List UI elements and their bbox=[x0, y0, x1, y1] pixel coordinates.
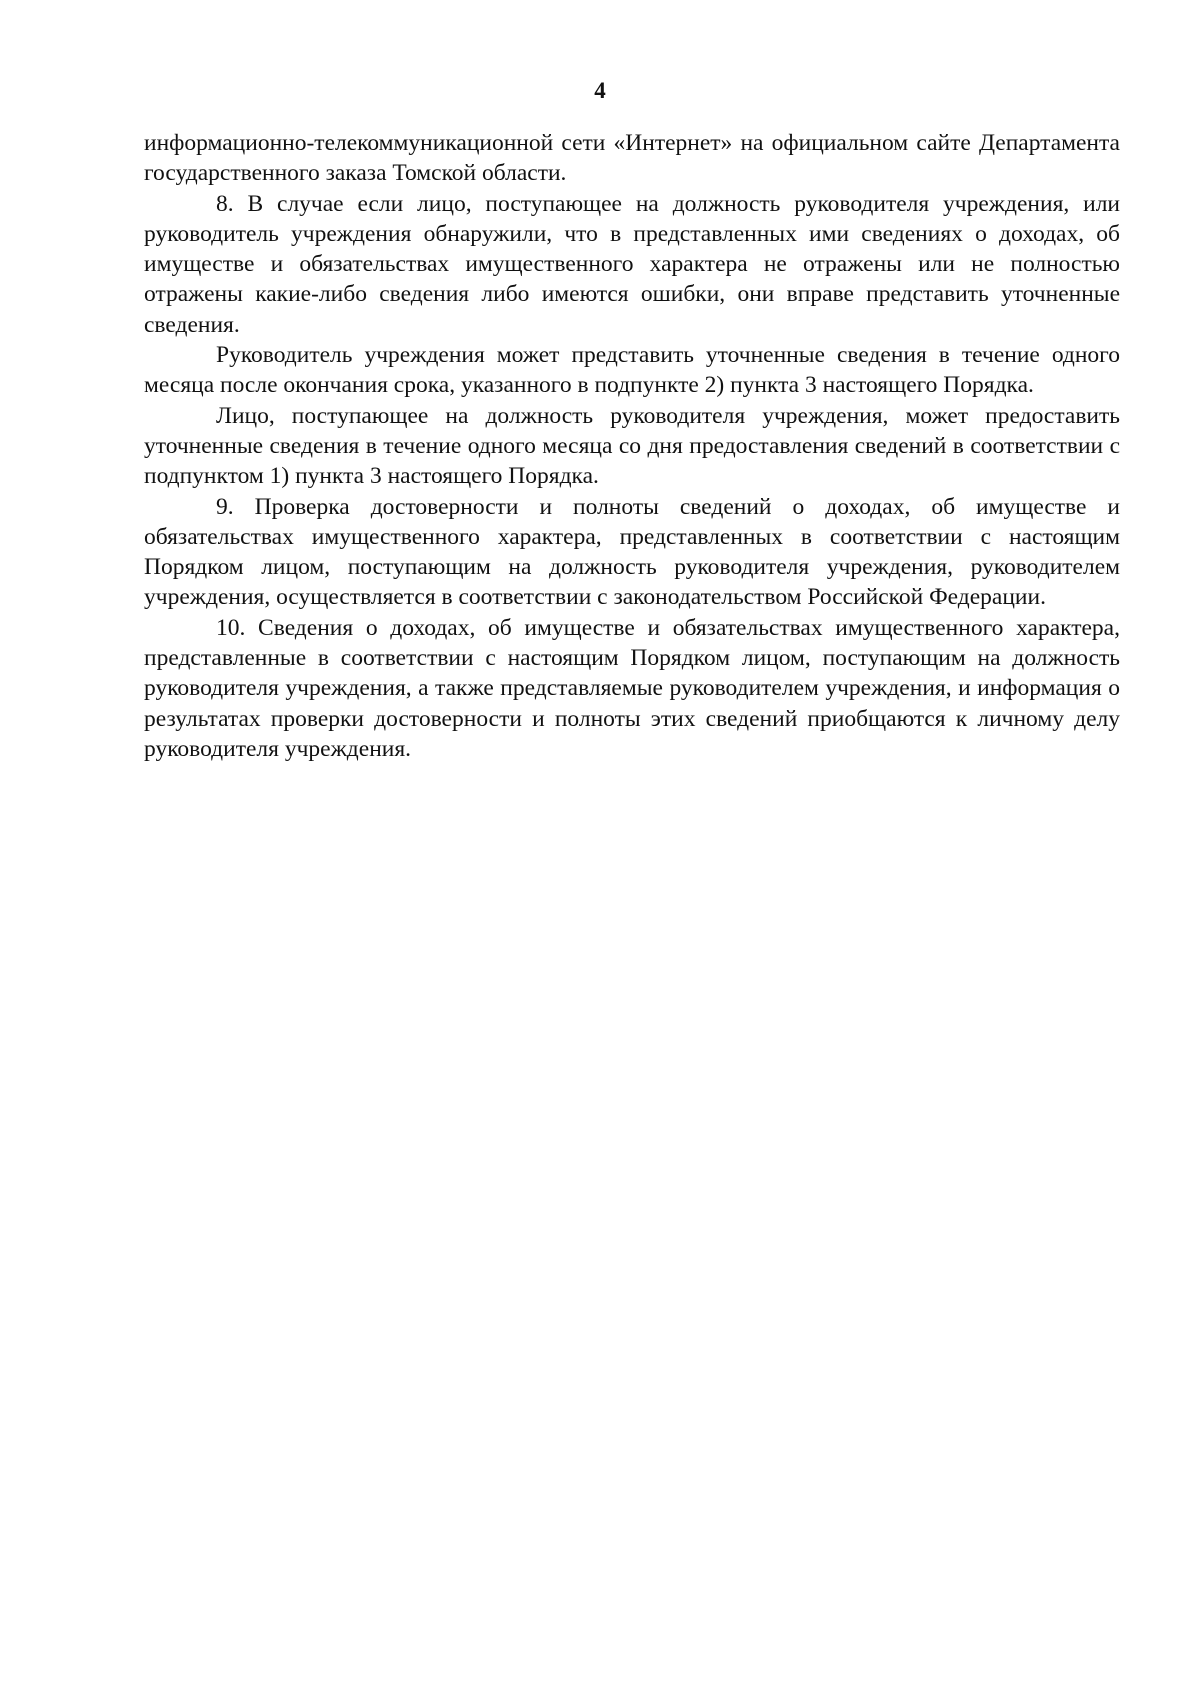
paragraph-applicant-clarification: Лицо, поступающее на должность руководителя учреждения, может предоставить уточненные сведения в течение одного месяца со дня предоставления сведений в соответствии с подпунктом 1) пункта 3 настоящего Порядка. bbox=[144, 402, 1120, 490]
paragraph-item-8: 8. В случае если лицо, поступающее на должность руководителя учреждения, или руководитель учреждения обнаружили, что в представленных ими сведениях о доходах, об имуществе и обязательствах имущественного характера не отражены или не полностью отражены какие-либо сведения либо имеются ошибки, они вправе представить уточненные сведения. bbox=[144, 190, 1120, 338]
document-body bbox=[144, 128, 1120, 764]
paragraph-manager-clarification: Руководитель учреждения может представить уточненные сведения в течение одного месяца после окончания срока, указанного в подпункте 2) пункта 3 настоящего Порядка. bbox=[144, 342, 1120, 399]
paragraph-item-10: 10. Сведения о доходах, об имуществе и обязательствах имущественного характера, представленные в соответствии с настоящим Порядком лицом, поступающим на должность руководителя учреждения, а также представляемые руководителем учреждения, и информация о результатах проверки достоверности и полноты этих сведений приобщаются к личному делу руководителя учреждения. bbox=[144, 614, 1120, 762]
paragraph-continuation: информационно-телекоммуникационной сети «Интернет» на официальном сайте Департамента государственного заказа Томской области. bbox=[144, 130, 1120, 187]
page-number: 4 bbox=[594, 78, 606, 103]
paragraph-item-9: 9. Проверка достоверности и полноты сведений о доходах, об имуществе и обязательствах имущественного характера, представленных в соответствии с настоящим Порядком лицом, поступающим на должность руководителя учреждения, руководителем учреждения, осуществляется в соответствии с законодательством Российской Федерации. bbox=[144, 493, 1120, 611]
